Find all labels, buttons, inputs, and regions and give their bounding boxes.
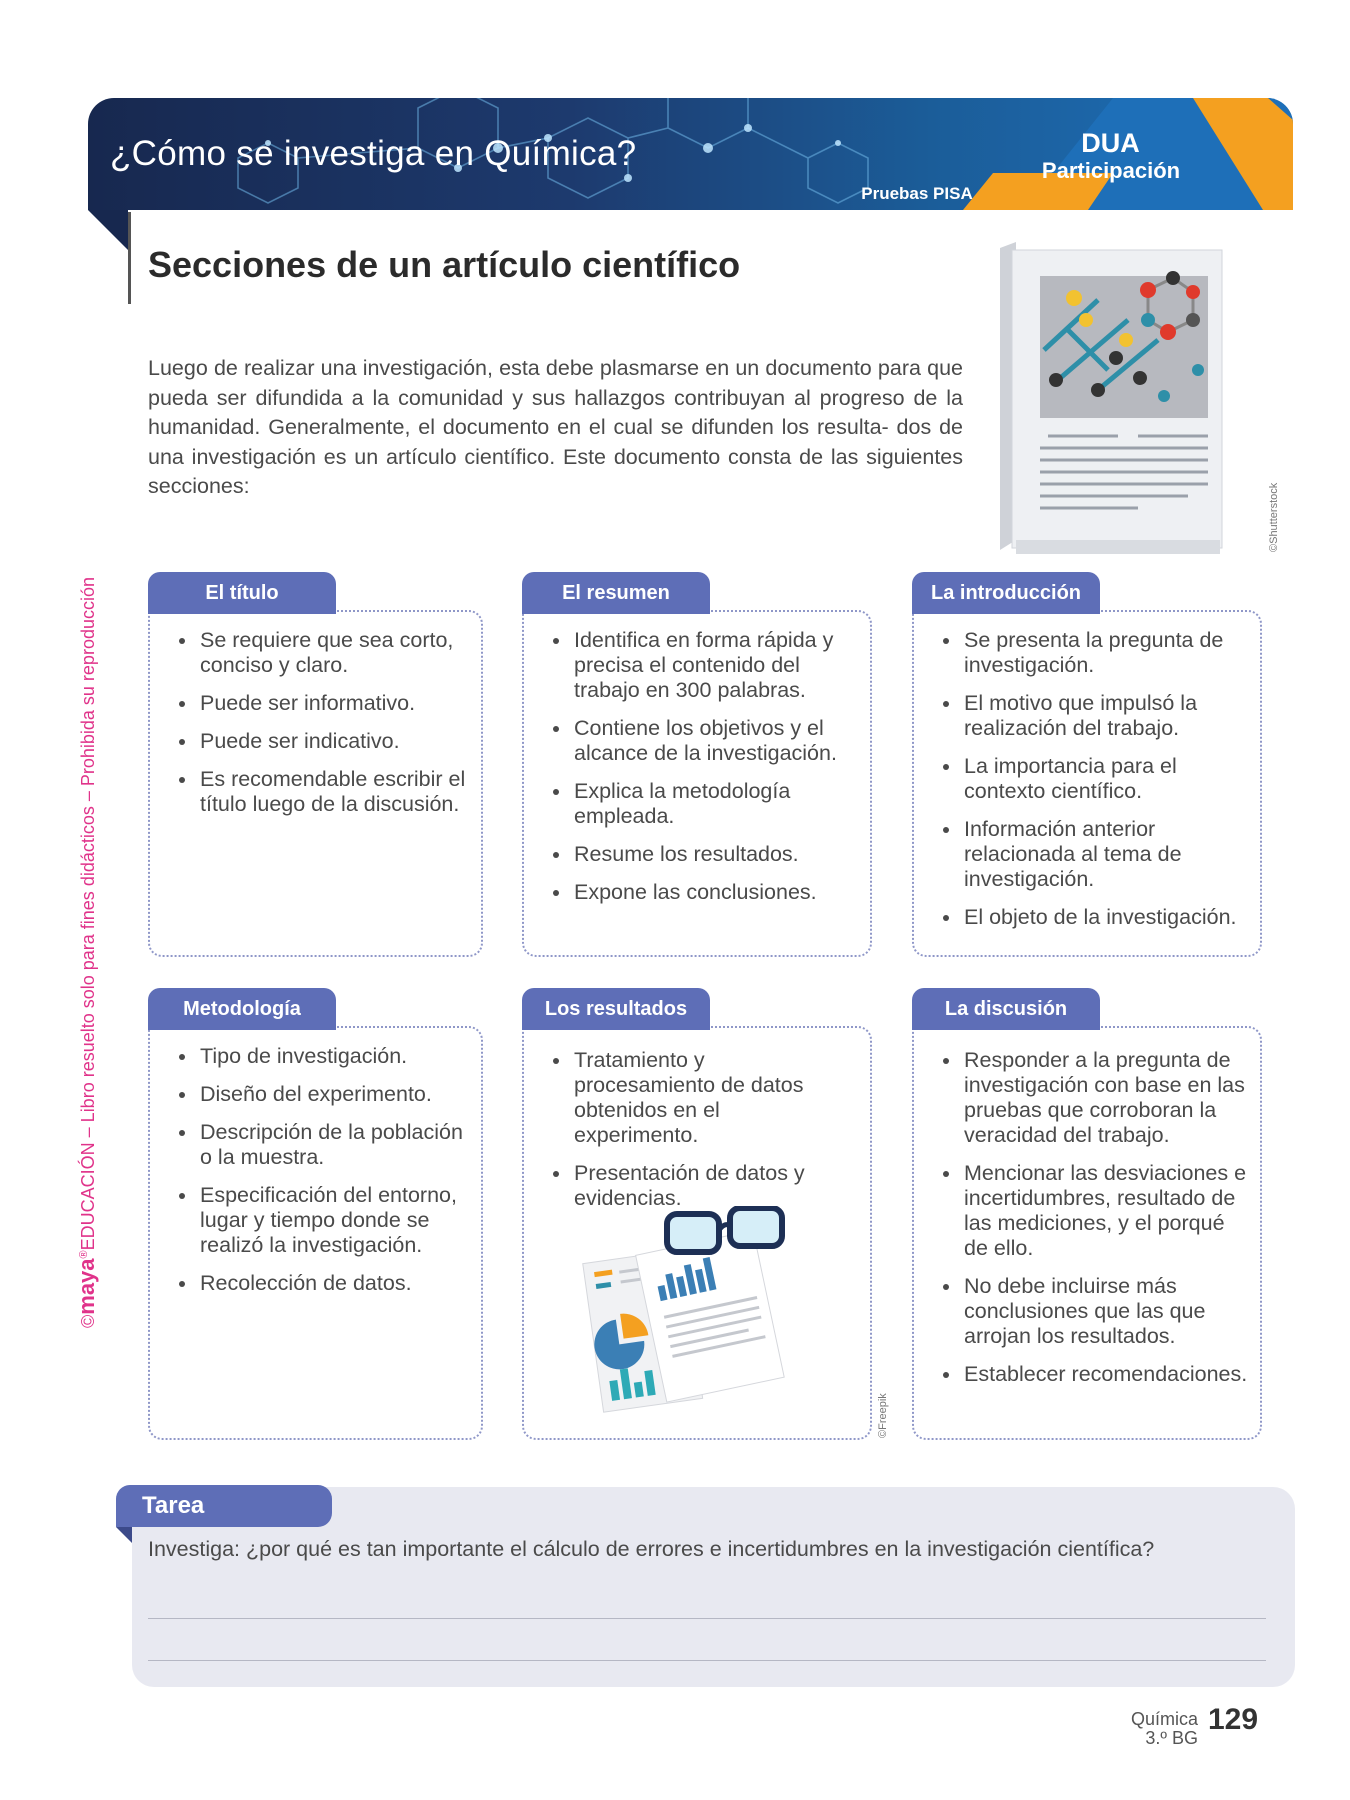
list-item: • Se requiere que sea corto, conciso y claro. — [198, 628, 469, 678]
card-list — [542, 1048, 812, 1224]
documents-glasses-illustration — [572, 1206, 802, 1426]
list-item: • El objeto de la investigación. — [962, 905, 1248, 930]
list-item: • Puede ser informativo. — [198, 691, 469, 716]
list-item: • Descripción de la población o la muestra. — [198, 1120, 469, 1170]
card-metodologia — [148, 988, 483, 1440]
card-la-discusion — [912, 988, 1262, 1440]
answer-line[interactable] — [148, 1660, 1266, 1661]
intro-paragraph: Luego de realizar una investigación, esta debe plasmarse en un documento para que pueda ser difundida a la comunidad y sus hallazgos contribuyan al progreso de la humanidad. Generalmente, el documento en el cual se difunden los resulta- dos de una investigación es un artículo científico. Este documento consta de las siguientes secciones: — [148, 356, 963, 498]
card-list — [542, 628, 858, 918]
title-accent-bar — [128, 212, 131, 304]
list-item: • Se presenta la pregunta de investigación. — [962, 628, 1248, 678]
card-title: El resumen — [522, 572, 710, 614]
card-title: Metodología — [148, 988, 336, 1030]
dua-participation-label: Participación — [1041, 158, 1181, 183]
list-item: • Explica la metodología empleada. — [572, 779, 858, 829]
card-la-introduccion — [912, 572, 1262, 957]
footer-subject — [1110, 1710, 1198, 1748]
card-title: Los resultados — [522, 988, 710, 1030]
scientific-article-illustration — [988, 240, 1238, 560]
card-title: La introducción — [912, 572, 1100, 614]
card-list — [168, 1044, 469, 1309]
list-item: • Expone las conclusiones. — [572, 880, 858, 905]
list-item: • Recolección de datos. — [198, 1271, 469, 1296]
answer-line[interactable] — [148, 1618, 1266, 1619]
side-notice-text: EDUCACIÓN – Libro resuelto solo para fines didácticos – Prohibida su reproducción — [78, 577, 98, 1251]
list-item: • Mencionar las desviaciones e incertidumbres, resultado de las mediciones, y el porqué de ello. — [962, 1161, 1248, 1261]
list-item: • Contiene los objetivos y el alcance de la investigación. — [572, 716, 858, 766]
card-el-titulo — [148, 572, 483, 957]
header-fold — [88, 210, 128, 250]
card-list — [168, 628, 469, 830]
registered-mark: ® — [78, 1250, 90, 1259]
side-copyright-notice — [74, 488, 100, 1328]
pisa-badge: Pruebas PISA — [861, 184, 973, 203]
page-number: 129 — [1208, 1703, 1259, 1736]
card-el-resumen — [522, 572, 872, 957]
dua-label: DUA — [1081, 128, 1140, 158]
tarea-tab-fold — [116, 1527, 132, 1543]
list-item: • Tipo de investigación. — [198, 1044, 469, 1069]
list-item: • Información anterior relacionada al tema de investigación. — [962, 817, 1248, 892]
list-item: • Establecer recomendaciones. — [962, 1362, 1248, 1387]
tarea-label: Tarea — [116, 1485, 332, 1527]
footer-subject-name: Química — [1130, 1709, 1198, 1729]
list-item: • Es recomendable escribir el título luego de la discusión. — [198, 767, 469, 817]
section-title: Secciones de un artículo científico — [148, 244, 741, 285]
list-item: • Resume los resultados. — [572, 842, 858, 867]
list-item: • La importancia para el contexto científico. — [962, 754, 1248, 804]
list-item: • Diseño del experimento. — [198, 1082, 469, 1107]
card-los-resultados — [522, 988, 872, 1440]
card-title: El título — [148, 572, 336, 614]
maya-brand: maya — [74, 1258, 99, 1315]
page-header-title: ¿Cómo se investiga en Química? — [110, 134, 637, 173]
card-list — [932, 628, 1248, 943]
card-list — [932, 1048, 1248, 1400]
shutterstock-credit: ©Shutterstock — [1268, 482, 1280, 552]
list-item: • Puede ser indicativo. — [198, 729, 469, 754]
list-item: • No debe incluirse más conclusiones que las que arrojan los resultados. — [962, 1274, 1248, 1349]
list-item: • Tratamiento y procesamiento de datos obtenidos en el experimento. — [572, 1048, 812, 1148]
card-title: La discusión — [912, 988, 1100, 1030]
freepik-credit: ©Freepik — [877, 1393, 889, 1438]
list-item: • Especificación del entorno, lugar y tiempo donde se realizó la investigación. — [198, 1183, 469, 1258]
list-item: • Presentación de datos y evidencias. — [572, 1161, 812, 1211]
list-item: • Responder a la pregunta de investigación con base en las pruebas que corroboran la veracidad del trabajo. — [962, 1048, 1248, 1148]
list-item: • El motivo que impulsó la realización del trabajo. — [962, 691, 1248, 741]
footer-grade: 3.º BG — [1145, 1728, 1198, 1748]
list-item: • Identifica en forma rápida y precisa el contenido del trabajo en 300 palabras. — [572, 628, 858, 703]
copyright-symbol: © — [78, 1314, 98, 1328]
tarea-question: Investiga: ¿por qué es tan importante el cálculo de errores e incertidumbres en la investigación científica? — [148, 1537, 1155, 1561]
